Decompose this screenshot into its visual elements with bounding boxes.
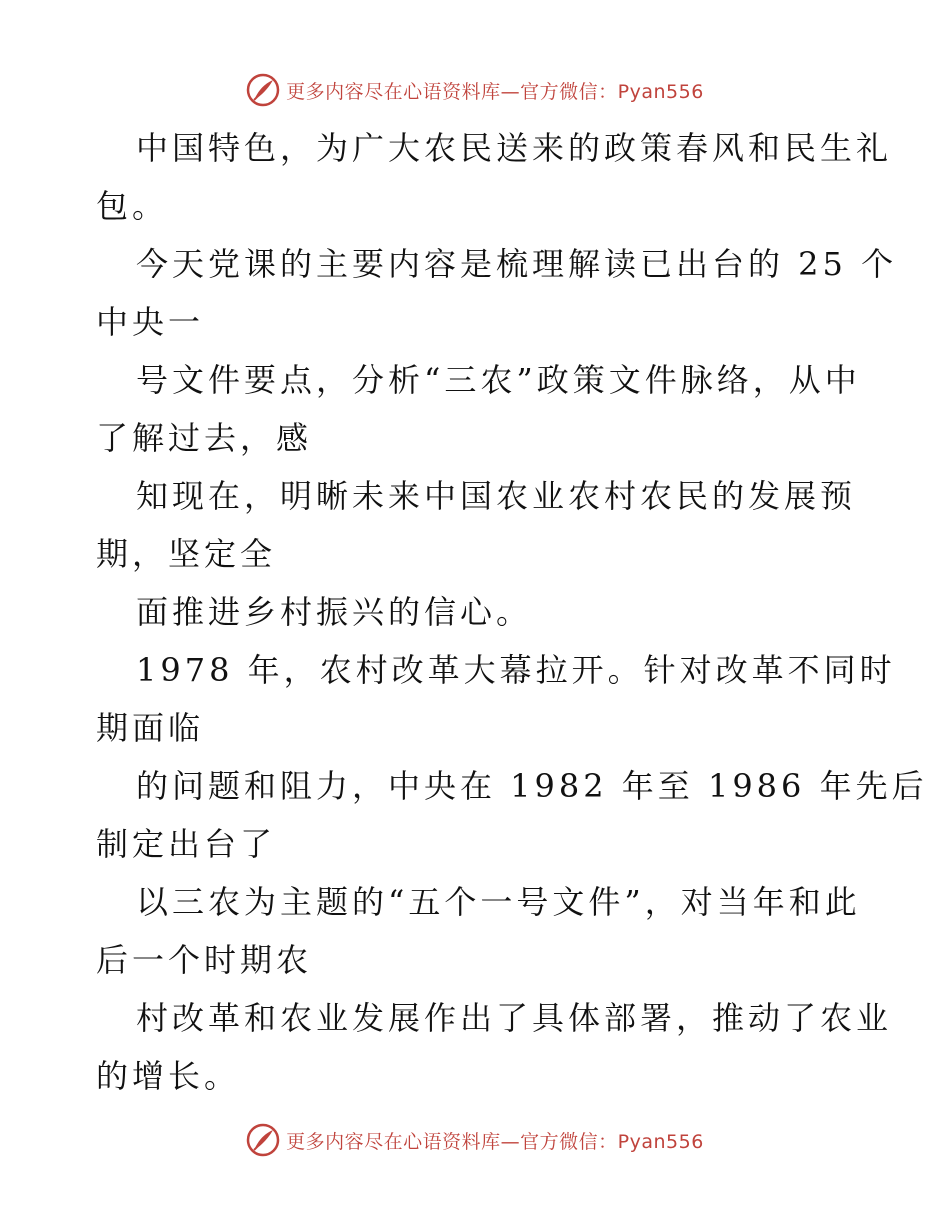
- feather-pen-logo-icon: [246, 73, 280, 107]
- footer-banner: [0, 1120, 950, 1160]
- body-line: 了解过去，感: [96, 419, 313, 457]
- body-line: 面推进乡村振兴的信心。: [136, 593, 533, 631]
- body-line: 村改革和农业发展作出了具体部署，推动了农业: [136, 999, 893, 1037]
- feather-pen-logo-icon: [246, 1123, 280, 1157]
- footer-banner-text: 更多内容尽在心语资料库—官方微信：Pyan556: [286, 1130, 704, 1153]
- body-line: 1978 年，农村改革大幕拉开。针对改革不同时: [136, 651, 896, 689]
- header-banner: [0, 70, 950, 110]
- body-line: 的增长。: [96, 1057, 241, 1095]
- body-line: 期，坚定全: [96, 535, 277, 573]
- body-line: 中央一: [96, 303, 205, 341]
- body-line: 以三农为主题的“五个一号文件”，对当年和此: [136, 883, 861, 921]
- body-line: 包。: [96, 187, 169, 225]
- body-line: 后一个时期农: [96, 941, 313, 979]
- body-line: 期面临: [96, 709, 205, 747]
- body-line: 知现在，明晰未来中国农业农村农民的发展预: [136, 477, 857, 515]
- body-line: 中国特色，为广大农民送来的政策春风和民生礼: [136, 129, 893, 167]
- body-line: 今天党课的主要内容是梳理解读已出台的 25 个: [136, 245, 898, 283]
- body-line: 号文件要点，分析“三农”政策文件脉络，从中: [136, 361, 861, 399]
- header-banner-text: 更多内容尽在心语资料库—官方微信：Pyan556: [286, 80, 704, 103]
- body-line: 制定出台了: [96, 825, 277, 863]
- body-line: 的问题和阻力，中央在 1982 年至 1986 年先后: [136, 767, 928, 805]
